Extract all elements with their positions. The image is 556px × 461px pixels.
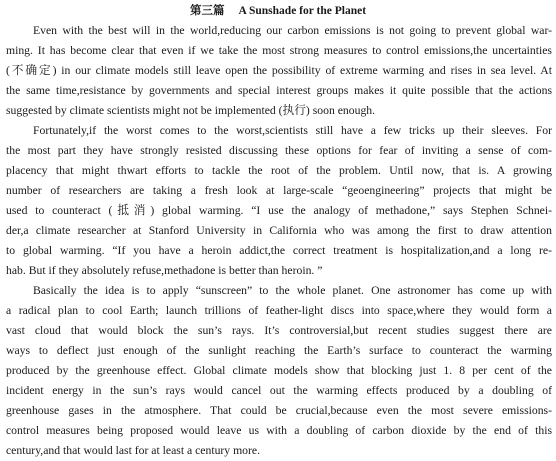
text-line: the most part they have strongly resisted discussing these options for fear of inviting a sense of com- [6,144,552,157]
text-line: used to counteract (抵消) global warming. “I use the analogy of methadone,” says Stephen Schnei- [6,204,552,217]
text-line: vast cloud that would block the sun’s rays. It’s controversial,but recent studies suggest there are [6,324,552,337]
text-line: control measures being proposed would leave us with a doubling of carbon dioxide by the end of this [6,424,552,437]
text-line: Fortunately,if the worst comes to the worst,scientists still have a few tricks up their sleeves. For [33,124,552,137]
text-line: hab. But if they absolutely refuse,methadone is better than heroin. ” [6,264,323,277]
article-body [6,21,552,461]
text-line: ming. It has become clear that even if we take the most strong measures to control emissions,the uncertainties [6,44,552,57]
text-line: century,and that would last for at least a century more. [6,444,261,457]
text-line: Even with the best will in the world,reducing our carbon emissions is not going to prevent global war- [33,24,552,37]
text-line: greenhouse gases in the atmosphere. That could be crucial,because even the most severe emissions- [6,404,552,417]
text-line: suggested by climate scientists might not be implemented (执行) soon enough. [6,104,376,117]
title-chinese: 第三篇 [189,5,225,17]
text-line: (不确定) in our climate models still leave open the possibility of extreme warming and rises in sea level. At [6,64,552,77]
text-line: placency that might thwart efforts to tackle the root of the problem. Until now, that is. A growing [6,164,552,177]
text-line: ways to deflect just enough of the sunlight reaching the Earth’s surface to counteract the warming [6,344,552,357]
article-title [0,3,556,20]
text-line: to global warming. “If you have a heroin addict,the correct treatment is hospitalization,and a long re- [6,244,552,257]
text-line: the same time,resistance by governments and special interest groups makes it quite possible that the actions [6,84,552,97]
text-line: number of researchers are taking a fresh look at large-scale “geoengineering” projects that might be [6,184,552,197]
text-line: produced by the greenhouse effect. Global climate models show that blocking just 1. 8 per cent of the [6,364,552,377]
text-line: Basically the idea is to apply “sunscreen” to the whole planet. One astronomer has come up with [33,284,552,297]
text-line: incident energy in the sun’s rays would cancel out the warming effects produced by a doubling of [6,384,552,397]
text-line: a radical plan to cool Earth; launch trillions of feather-light discs into space,where they would form a [6,304,552,317]
text-line: der,a climate researcher at Stanford University in California who was among the first to draw attention [6,224,552,237]
title-english: A Sunshade for the Planet [238,5,367,17]
